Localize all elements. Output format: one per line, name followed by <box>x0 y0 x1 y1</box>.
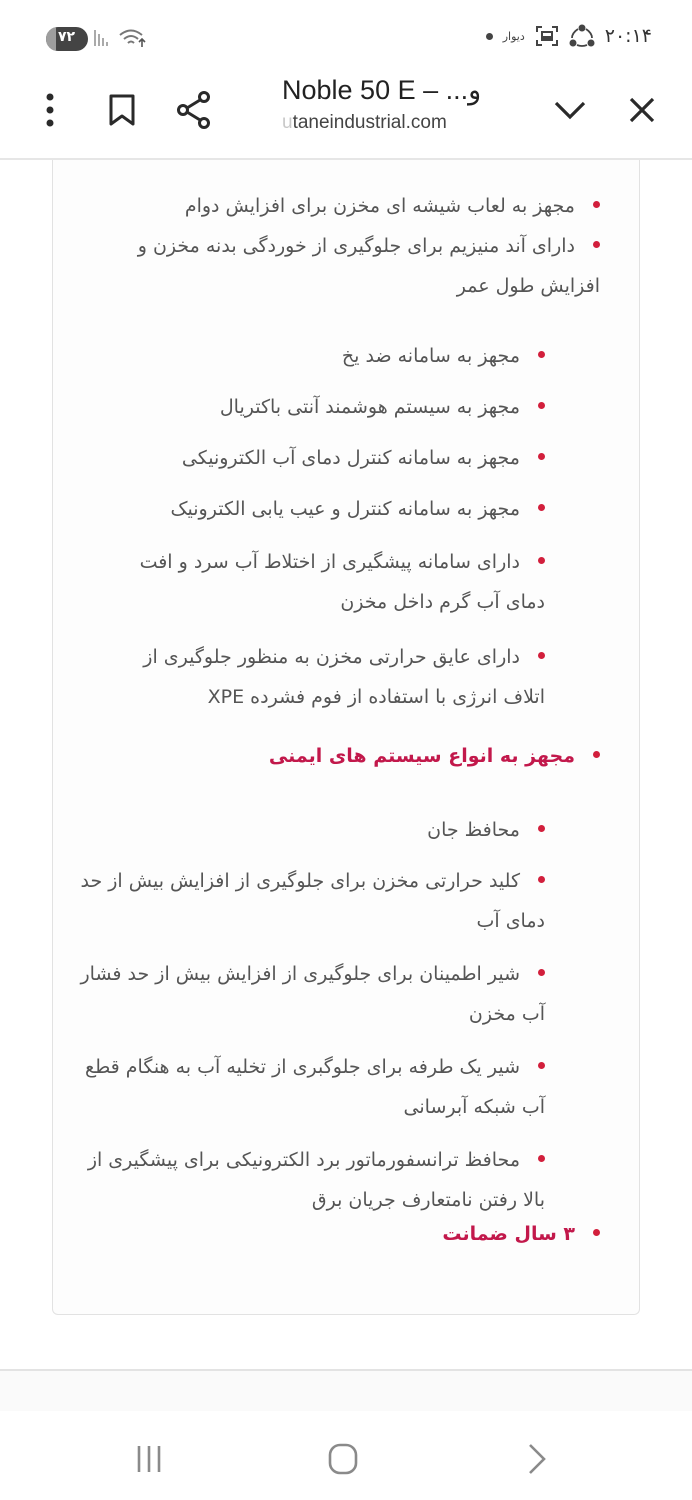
list-item: مجهز به سامانه کنترل و عیب یابی الکترونیک <box>105 491 545 527</box>
list-item: دارای آند منیزیم برای جلوگیری از خوردگی بدنه مخزن و افزایش طول عمر <box>137 235 600 297</box>
list-item: محافظ ترانسفورماتور برد الکترونیکی برای پیشگیری از بالا رفتن نامتعارف جریان برق <box>87 1149 545 1211</box>
battery-level: ۷۲ <box>58 29 76 45</box>
system-navigation-bar <box>0 1411 692 1500</box>
bullet-icon <box>538 453 545 460</box>
bullet-icon <box>538 1155 545 1162</box>
bullet-icon <box>593 1229 600 1236</box>
feature-list-main <box>80 188 600 306</box>
bullet-icon <box>538 504 545 511</box>
screenshot-icon <box>535 25 559 47</box>
bullet-icon <box>538 557 545 564</box>
status-bar <box>0 0 692 70</box>
page-url: utaneindustrial.com <box>282 112 447 133</box>
list-item: شیر یک طرفه برای جلوگبری از تخلیه آب به هنگام قطع آب شبکه آبرسانی <box>84 1056 545 1118</box>
bullet-icon <box>593 201 600 208</box>
list-item: مجهز به سامانه کنترل دمای آب الکترونیکی <box>105 440 545 476</box>
bullet-icon <box>593 241 600 248</box>
notification-app-label: دیوار <box>502 29 525 43</box>
chevron-down-icon <box>553 100 587 120</box>
warranty-heading: ۳ سال ضمانت <box>80 1216 600 1252</box>
bullet-icon <box>538 1062 545 1069</box>
back-icon <box>526 1443 548 1475</box>
recents-icon <box>134 1444 164 1474</box>
clock: ۲۰:۱۴ <box>604 25 652 47</box>
share-button[interactable] <box>172 88 216 132</box>
list-item: مجهز به سیستم هوشمند آنتی باکتریال <box>105 389 545 425</box>
feature-list-nested <box>105 338 545 717</box>
page-title: Noble 50 E – ...و <box>282 75 482 105</box>
minimize-button[interactable] <box>548 88 592 132</box>
bullet-icon <box>538 969 545 976</box>
share-icon <box>176 91 212 129</box>
more-vertical-icon <box>45 93 55 127</box>
bookmark-icon <box>108 93 136 127</box>
notification-dot-icon <box>486 33 493 40</box>
page-title-block <box>282 75 522 134</box>
bullet-icon <box>538 652 545 659</box>
list-item: مجهز به سامانه ضد یخ <box>105 338 545 374</box>
battery-icon <box>46 27 88 51</box>
bullet-icon <box>538 825 545 832</box>
more-options-button[interactable] <box>28 88 72 132</box>
share-sync-icon <box>569 24 595 48</box>
safety-heading: مجهز به انواع سیستم های ایمنی <box>80 738 600 774</box>
bottom-toolbar-area <box>0 1371 692 1411</box>
safety-heading-list <box>80 738 600 774</box>
list-item: مجهز به لعاب شیشه ای مخزن برای افزایش دوام <box>80 188 600 224</box>
list-item: کلید حرارتی مخزن برای جلوگیری از افزایش بیش از حد دمای آب <box>80 870 545 932</box>
back-button[interactable] <box>512 1439 562 1479</box>
bullet-icon <box>593 751 600 758</box>
list-item: دارای سامانه پیشگیری از اختلاط آب سرد و افت دمای آب گرم داخل مخزن <box>139 551 545 613</box>
custom-tab-header <box>0 70 692 160</box>
close-icon <box>628 96 656 124</box>
home-button[interactable] <box>318 1439 368 1479</box>
list-item: شیر اطمینان برای جلوگیری از افزایش بیش از حد فشار آب مخزن <box>80 963 545 1025</box>
bullet-icon <box>538 351 545 358</box>
bullet-icon <box>538 876 545 883</box>
safety-list <box>75 812 545 1220</box>
close-button[interactable] <box>620 88 664 132</box>
recents-button[interactable] <box>124 1439 174 1479</box>
bullet-icon <box>538 402 545 409</box>
wifi-icon <box>118 27 146 53</box>
status-right <box>486 24 652 48</box>
bookmark-button[interactable] <box>100 88 144 132</box>
list-item: دارای عایق حرارتی مخزن به منظور جلوگیری از اتلاف انرژی با استفاده از فوم فشرده XPE <box>143 646 545 708</box>
list-item: محافظ جان <box>75 812 545 848</box>
home-icon <box>327 1443 359 1475</box>
signal-icon <box>94 30 108 46</box>
warranty-list <box>80 1216 600 1252</box>
